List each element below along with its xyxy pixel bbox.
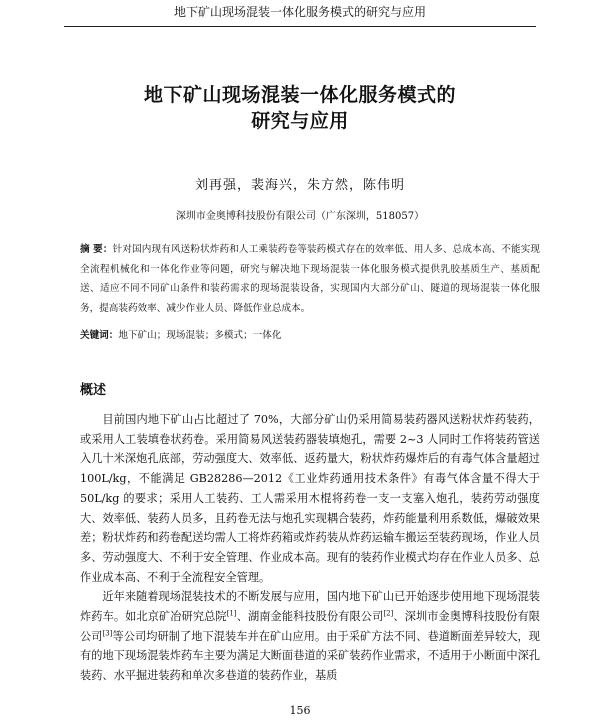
citation-2[interactable]: [2]	[383, 609, 394, 618]
abstract	[80, 240, 540, 318]
abstract-label: 摘 要：	[80, 244, 113, 255]
paragraph-2-part-3: 、深圳市金奥博科技股份有限公司	[80, 610, 540, 643]
authors: 刘再强，裴海兴，朱方然，陈伟明	[194, 178, 405, 193]
paragraph-2-part-2: 、湖南金能科技股份有限公司	[236, 610, 384, 624]
section-heading: 概述	[80, 383, 107, 398]
keywords	[80, 327, 540, 345]
body-text	[80, 410, 540, 686]
page-number: 156	[289, 704, 311, 717]
abstract-text: 针对国内现有风送粉状炸药和人工乘装药卷等装药模式存在的效率低、用人多、总成本高、不能实现全流程机械化和一体化作业等问题，研究与解决地下现场混装一体化服务模式提供乳胶基质生产、基质配送、适应不同不同矿山条件和装药需求的现场混装设备，实现国内大部分矿山、隧道的现场混装一体化服务，提高装药效率、减少作业人员、降低作业总成本。	[80, 244, 541, 314]
running-header	[0, 0, 600, 34]
paper-title-line-1: 地下矿山现场混装一体化服务模式的	[143, 84, 456, 106]
keywords-text: 地下矿山；现场混装；多模式；一体化	[118, 330, 282, 341]
header-rule	[64, 26, 536, 27]
paragraph-2-part-1: 近年来随着现场混装技术的不断发展与应用，国内地下矿山已开始逐步使用地下现场混装炸药车。如北京矿冶研究总院	[80, 590, 540, 624]
paragraph-1: 目前国内地下矿山占比超过了 70%，大部分矿山仍采用简易装药器风送粉状炸药装药，或采用人工装填卷状药卷。采用简易风送装药器装填炮孔，需要 2~3 人同时工作将装药管送入几十米深炮孔底部，劳动强度大、效率低、返药量大，粉状炸药爆炸后的有毒气体含量超过 100L/kg，不能满足 GB28286—2012《工业炸药通用技术条件》有毒气体含量不得大于 50L/kg 的要求；采用人工装药、工人需采用木棍将药卷一支一支塞入炮孔，装药劳动强度大、效率低、装药人员多，且药卷无法与炮孔实现耦合装药，炸药能量利用系数低，爆破效果差；粉状炸药和药卷配送均需人工将炸药箱或炸药装从炸药运输车搬运至装药现场，作业人员多、劳动强度大、不利于安全管理、作业成本高。现有的装药作业模式均存在作业人员多、总作业成本高、不利于全流程安全管理。	[80, 413, 540, 584]
citation-3[interactable]: [3]	[102, 629, 113, 637]
paragraph-2-part-4: 等公司均研制了地下混装车并在矿山应用。由于采矿方法不同、巷道断面差异较大，现有的地下现场混装炸药车主要为满足大断面巷道的采矿装药作业需求，不适用于小断面中深孔装药、水平掘进装药和单次多巷道的装药作业，基质	[80, 629, 540, 683]
citation-1[interactable]: [1]	[226, 609, 237, 618]
running-header-text: 地下矿山现场混装一体化服务模式的研究与应用	[173, 5, 426, 19]
paper-title-line-2: 研究与应用	[251, 110, 349, 132]
affiliation: 深圳市金奥博科技股份有限公司（广东深圳，518057）	[175, 211, 425, 222]
paragraph-2	[80, 587, 540, 686]
keywords-label: 关键词：	[80, 330, 119, 341]
